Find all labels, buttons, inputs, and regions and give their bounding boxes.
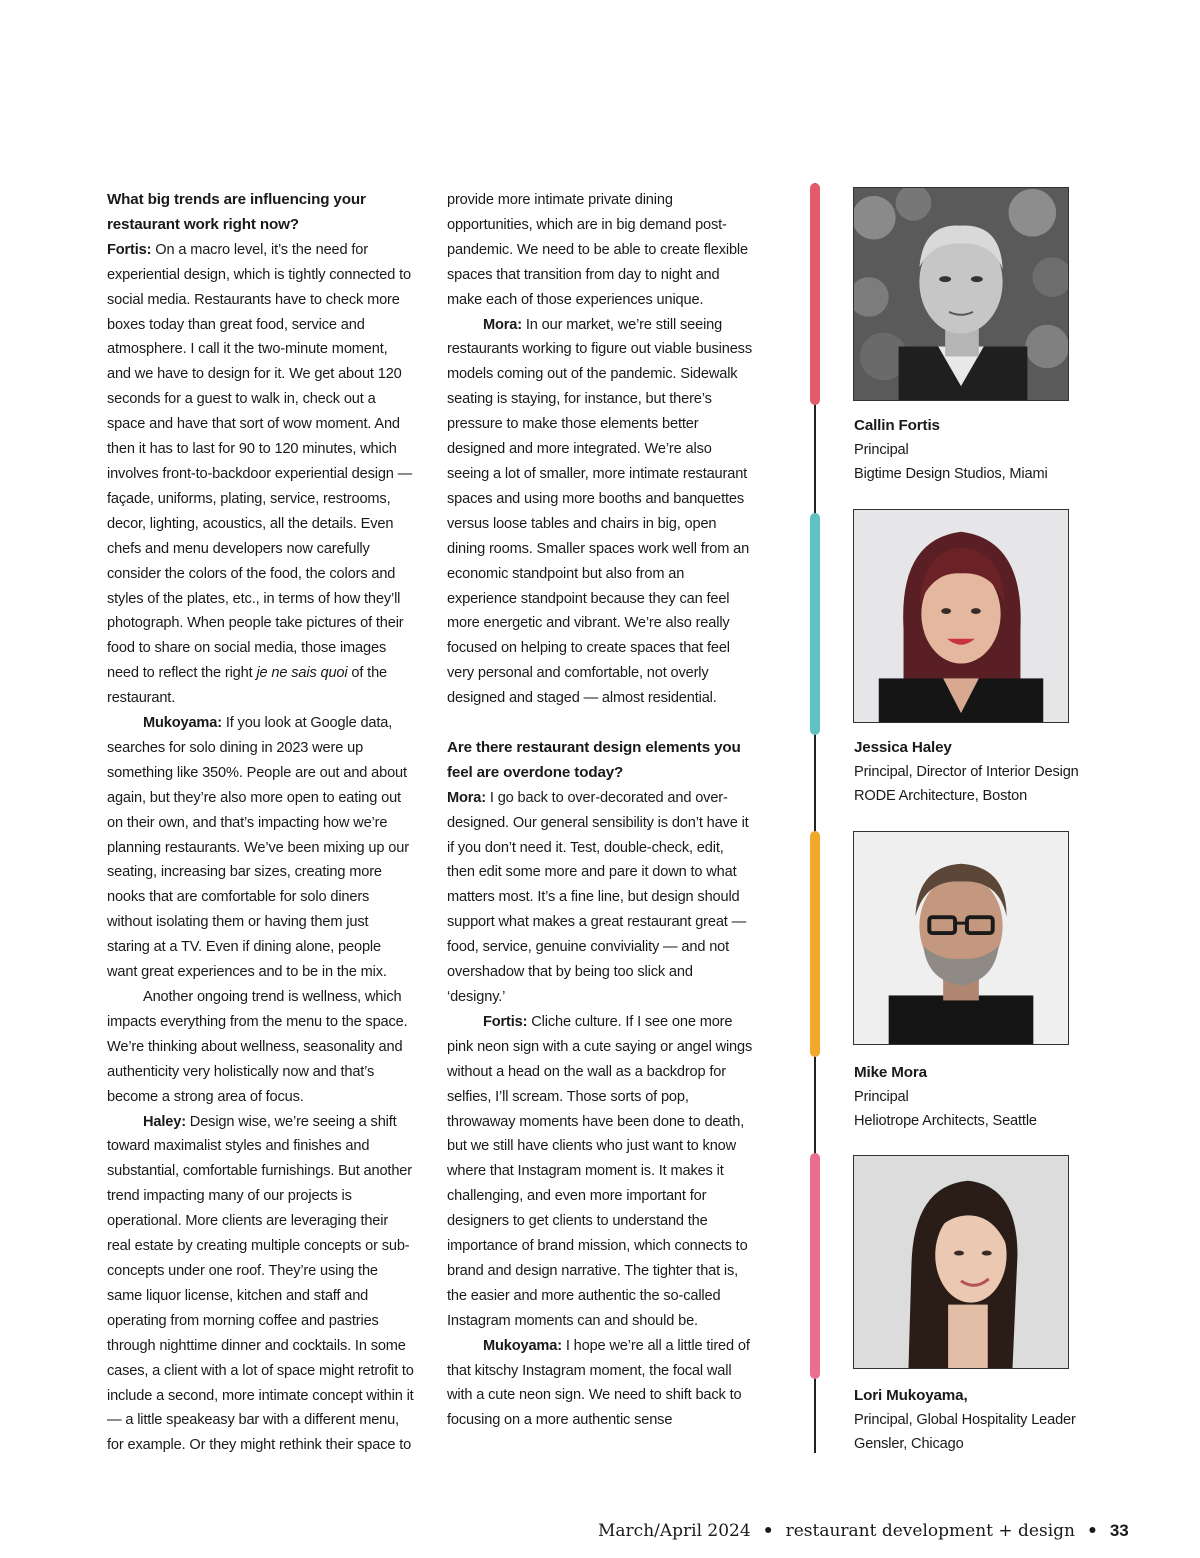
issue-date: March/April 2024 xyxy=(598,1521,751,1541)
profile-caption-haley xyxy=(854,736,1154,808)
rail-accent-fortis xyxy=(810,183,820,405)
profile-role: Principal, Director of Interior Design xyxy=(854,764,1079,780)
article-column-2 xyxy=(447,188,753,1433)
rail-accent-mukoyama xyxy=(810,1153,820,1379)
speaker-name: Mora: xyxy=(447,789,486,806)
profile-caption-mukoyama xyxy=(854,1384,1154,1456)
profile-role: Principal xyxy=(854,442,909,458)
answer-paragraph: Mukoyama: I hope we’re all a little tired of that kitschy Instagram moment, the focal wall with a cute neon sign. We need to shift back to focusing on a more authentic sense xyxy=(447,1337,750,1429)
profile-name: Callin Fortis xyxy=(854,417,940,434)
speaker-name: Mukoyama: xyxy=(483,1337,562,1354)
page-number: 33 xyxy=(1109,1521,1129,1540)
profile-name: Lori Mukoyama, xyxy=(854,1387,968,1404)
portrait-lori-mukoyama xyxy=(853,1155,1069,1369)
magazine-title: restaurant development + design xyxy=(785,1521,1075,1541)
question-heading: What big trends are influencing your restaurant work right now? xyxy=(107,191,366,233)
profile-name: Mike Mora xyxy=(854,1064,927,1081)
rail-accent-mora xyxy=(810,831,820,1057)
profile-org: Heliotrope Architects, Seattle xyxy=(854,1113,1037,1129)
portrait-jessica-haley xyxy=(853,509,1069,723)
speaker-name: Fortis: xyxy=(483,1013,528,1030)
separator-dot: • xyxy=(1086,1521,1098,1541)
answer-paragraph: Mukoyama: If you look at Google data, searches for solo dining in 2023 were up something like 350%. People are out and about again, but they’re also more open to eating out on their own, and that’s impacting how we’re planning restaurants. We’ve been mixing up our seating, increasing bar sizes, creating more nooks that are comfortable for solo diners without isolating them or having them just staring at a TV. Even if dining alone, people want great experiences and to be in the mix. xyxy=(107,715,409,981)
answer-paragraph: provide more intimate private dining opportunities, which are in big demand post-pandemic. We need to be able to create flexible spaces that transition from day to night and make each of those experiences unique. xyxy=(447,192,748,308)
profile-role: Principal, Global Hospitality Leader xyxy=(854,1412,1076,1428)
profile-timeline-rail xyxy=(810,183,820,1453)
speaker-name: Fortis: xyxy=(107,241,152,258)
speaker-name: Haley: xyxy=(143,1113,186,1130)
profile-role: Principal xyxy=(854,1089,909,1105)
answer-paragraph: Haley: Design wise, we’re seeing a shift toward maximalist styles and finishes and substantial, comfortable furnishings. But another trend impacting many of our projects is operational. More clients are leveraging their real estate by creating multiple concepts or sub-concepts under one roof. They’re using the same liquor license, kitchen and staff and operating from morning coffee and pastries through nighttime dinner and cocktails. In some cases, a client with a lot of space might retrofit to include a second, more intimate concept within it — a little speakeasy bar with a different menu, for example. Or they might rethink their space to xyxy=(107,1113,414,1454)
page-footer xyxy=(598,1521,1129,1541)
separator-dot: • xyxy=(762,1521,774,1541)
answer-paragraph: Fortis: Cliche culture. If I see one more pink neon sign with a cute saying or angel wings without a head on the wall as a backdrop for selfies, I’ll scream. Those sorts of pop, throwaway moments have been done to death, but we still have clients who just want to know where that Instagram moment is. It makes it challenging, and even more important for designers to get clients to understand the importance of brand mission, which connects to brand and design narrative. The tighter that is, the easier and more authentic the so-called Instagram moments can and should be. xyxy=(447,1013,753,1329)
profile-caption-mora xyxy=(854,1061,1154,1133)
profile-caption-fortis xyxy=(854,414,1154,486)
speaker-name: Mukoyama: xyxy=(143,715,222,732)
profile-org: Gensler, Chicago xyxy=(854,1436,964,1452)
portrait-callin-fortis xyxy=(853,187,1069,401)
rail-accent-haley xyxy=(810,513,820,735)
question-heading: Are there restaurant design elements you feel are overdone today? xyxy=(447,738,741,781)
profile-org: RODE Architecture, Boston xyxy=(854,788,1028,804)
answer-paragraph: Mora: In our market, we’re still seeing restaurants working to figure out viable business models coming out of the pandemic. Sidewalk seating is staying, for instance, but there’s pressure to make those elements better designed and more integrated. We’re also seeing a lot of smaller, more intimate restaurant spaces and using more booths and banquettes versus loose tables and chairs in big, open dining rooms. Smaller spaces work well from an economic standpoint but also from an experience standpoint because they can feel more energetic and vibrant. We’re also really focused on helping to create spaces that feel very personal and comfortable, not overly designed and staged — almost residential. xyxy=(447,316,752,707)
article-column-1 xyxy=(107,188,415,1458)
speaker-name: Mora: xyxy=(483,316,522,333)
answer-paragraph: Fortis: On a macro level, it’s the need for experiential design, which is tightly connected to social media. Restaurants have to check more boxes today than great food, service and atmosphere. I call it the two-minute moment, and we have to design for it. We get about 120 seconds for a guest to walk in, check out a space and have that sort of wow moment. And then it has to last for 90 to 120 minutes, which involves front-to-backdoor experiential design — façade, uniforms, plating, service, restrooms, decor, lighting, acoustics, all the details. Even chefs and menu developers now carefully consider the colors of the food, the colors and styles of the plates, etc., in terms of how they’ll photograph. When people take pictures of their food to share on social media, those images need to reflect the right je ne sais quoi of the restaurant. xyxy=(107,241,413,707)
profile-name: Jessica Haley xyxy=(854,739,952,756)
profile-org: Bigtime Design Studios, Miami xyxy=(854,466,1048,482)
portrait-mike-mora xyxy=(853,831,1069,1045)
answer-paragraph: Another ongoing trend is wellness, which impacts everything from the menu to the space. We’re thinking about wellness, seasonality and authenticity very holistically now and that’s become a strong area of focus. xyxy=(107,989,408,1105)
answer-paragraph: Mora: I go back to over-decorated and over-designed. Our general sensibility is don’t have it if you don’t need it. Test, double-check, edit, then edit some more and pare it down to what matters most. It’s a fine line, but design should support what makes a great restaurant great — food, service, genuine conviviality — and not overshadow that by being too slick and ‘designy.’ xyxy=(447,789,749,1005)
